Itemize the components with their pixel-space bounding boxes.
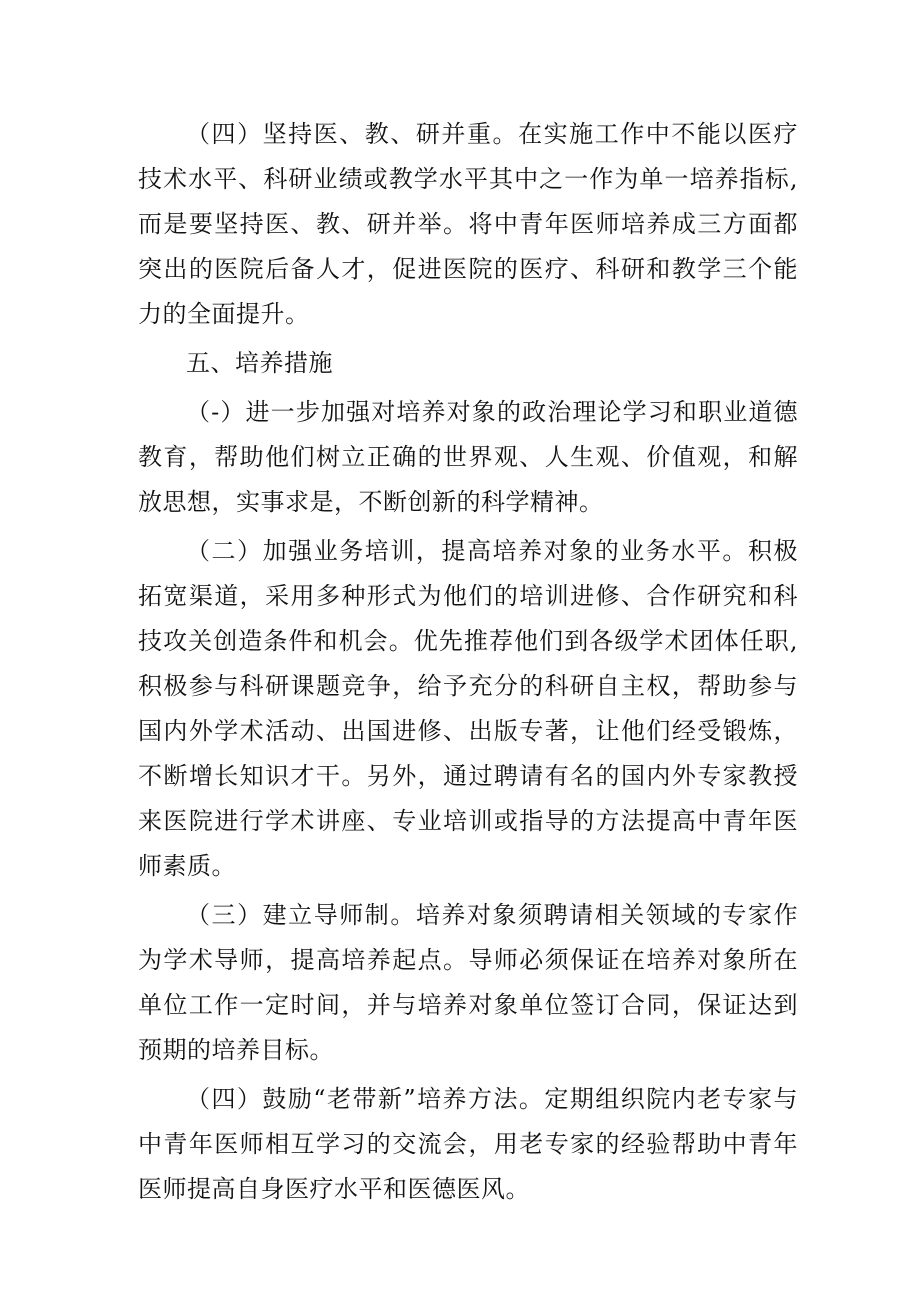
section-heading-training-measures: 五、培养措施 (186, 349, 333, 377)
paragraph-political-education: （-）进一步加强对培养对象的政治理论学习和职业道德教育，帮助他们树立正确的世界观、人生观、价值观，和解放思想，实事求是，不断创新的科学精神。 (138, 398, 798, 516)
paragraph-adhere-medicine-teaching-research: （四）坚持医、教、研并重。在实施工作中不能以医疗技术水平、科研业绩或教学水平其中之一作为单一培养指标,而是要坚持医、教、研并举。将中青年医师培养成三方面都突出的医院后备人才，促进医院的医疗、科研和教学三个能力的全面提升。 (138, 120, 798, 328)
document-body (138, 112, 798, 1216)
paragraph-old-guides-new: （四）鼓励“老带新”培养方法。定期组织院内老专家与中青年医师相互学习的交流会，用老专家的经验帮助中青年医师提高自身医疗水平和医德医风。 (138, 1085, 798, 1203)
paragraph-professional-training: （二）加强业务培训，提高培养对象的业务水平。积极拓宽渠道，采用多种形式为他们的培训进修、合作研究和科技攻关创造条件和机会。优先推荐他们到各级学术团体任职,积极参与科研课题竞争，给予充分的科研自主权，帮助参与国内外学术活动、出国进修、出版专著，让他们经受锻炼，不断增长知识才干。另外，通过聘请有名的国内外专家教授来医院进行学术讲座、专业培训或指导的方法提高中青年医师素质。 (138, 537, 798, 880)
paragraph-mentor-system: （三）建立导师制。培养对象须聘请相关领域的专家作为学术导师，提高培养起点。导师必须保证在培养对象所在单位工作一定时间，并与培养对象单位签订合同，保证达到预期的培养目标。 (138, 901, 798, 1064)
